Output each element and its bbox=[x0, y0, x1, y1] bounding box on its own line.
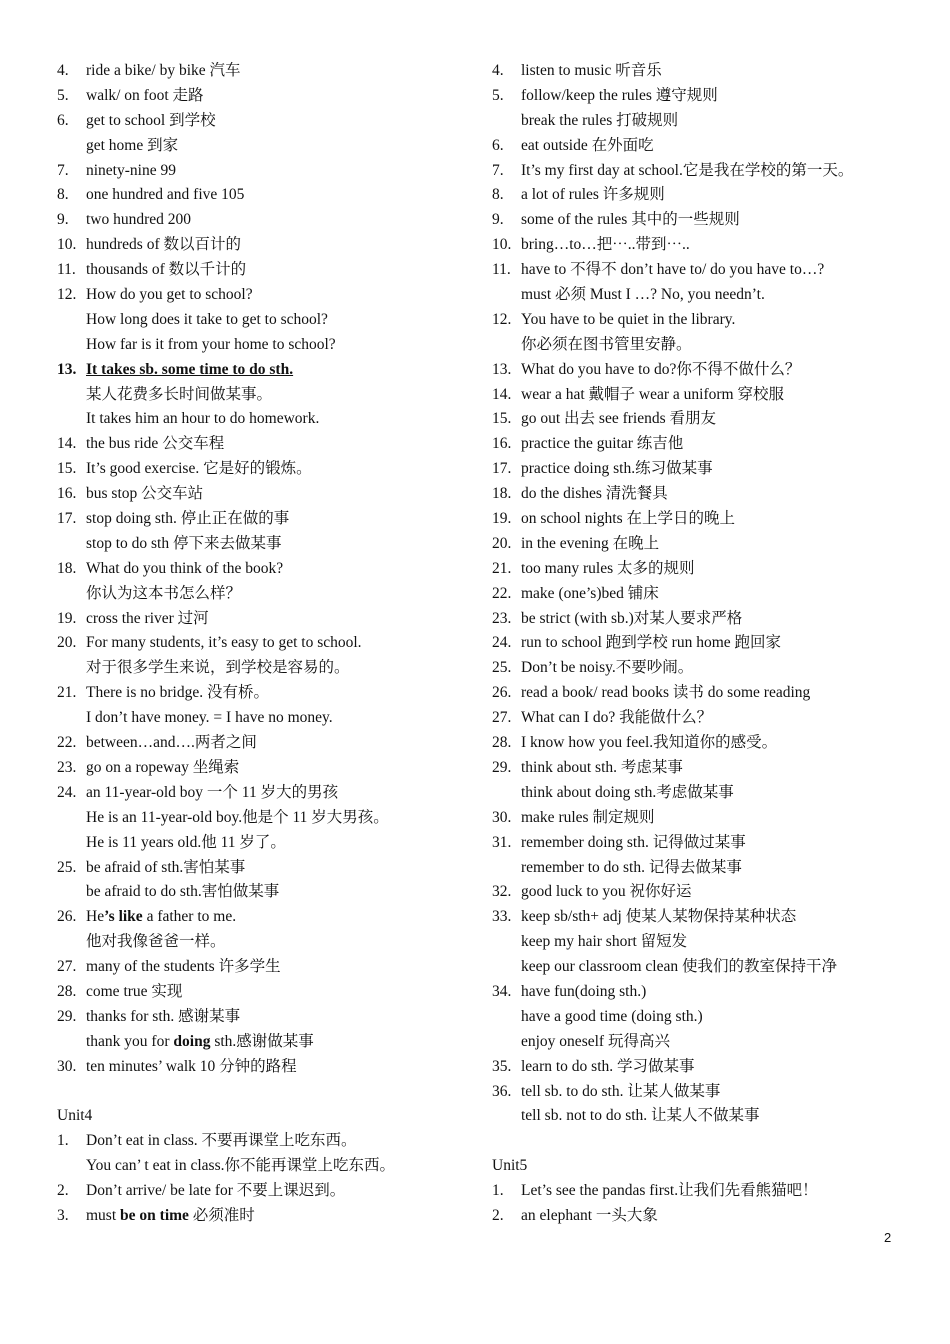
item-text: bring…to…把⋯..带到⋯.. bbox=[521, 236, 690, 254]
list-item bbox=[492, 1204, 932, 1229]
list-item bbox=[57, 756, 477, 781]
item-text: tell sb. to do sth. 让某人做某事 bbox=[521, 1082, 721, 1100]
item-text: be afraid to do sth.害怕做某事 bbox=[86, 883, 280, 901]
list-item bbox=[492, 806, 932, 831]
item-text: bus stop 公交车站 bbox=[86, 485, 204, 503]
item-number: 14. bbox=[492, 385, 512, 403]
list-item bbox=[57, 731, 477, 756]
item-number: 35. bbox=[492, 1057, 512, 1075]
item-number: 18. bbox=[57, 559, 77, 577]
list-item bbox=[57, 681, 477, 706]
left-items-c bbox=[57, 930, 477, 1030]
item-text: go out 出去 see friends 看朋友 bbox=[521, 410, 717, 428]
item-number: 28. bbox=[57, 982, 77, 1000]
list-item bbox=[492, 656, 932, 681]
item-number: 8. bbox=[57, 186, 69, 204]
list-item bbox=[492, 258, 932, 283]
list-item bbox=[57, 905, 477, 930]
list-item bbox=[57, 258, 477, 283]
item-text: get home 到家 bbox=[86, 136, 179, 154]
item-text: What do you have to do?你不得不做什么？ bbox=[521, 360, 801, 378]
item-number: 6. bbox=[492, 136, 504, 154]
item-text: hundreds of 数以百计的 bbox=[86, 236, 241, 254]
item-number: 3. bbox=[57, 1206, 69, 1224]
item-text: a lot of rules 许多规则 bbox=[521, 186, 665, 204]
item-text: must 必须 Must I …? No, you needn’t. bbox=[521, 286, 765, 304]
item-text: have to 不得不 don’t have to/ do you have to…? bbox=[521, 261, 825, 279]
item-number: 2. bbox=[492, 1206, 504, 1224]
list-item bbox=[57, 407, 477, 432]
item-text: good luck to you 祝你好运 bbox=[521, 883, 692, 901]
list-item bbox=[492, 208, 932, 233]
item-text: keep my hair short 留短发 bbox=[521, 933, 688, 951]
list-item bbox=[57, 283, 477, 308]
unit4-heading: Unit4 bbox=[57, 1107, 93, 1125]
item-number: 26. bbox=[492, 684, 512, 702]
item-number: 16. bbox=[492, 435, 512, 453]
list-item bbox=[57, 183, 477, 208]
item-number: 17. bbox=[57, 510, 77, 528]
spacer bbox=[492, 1129, 932, 1154]
item-number: 11. bbox=[492, 261, 511, 279]
item-text: How do you get to school? bbox=[86, 286, 253, 304]
list-item bbox=[492, 831, 932, 856]
list-item bbox=[492, 880, 932, 905]
item-number: 27. bbox=[492, 709, 512, 727]
list-item bbox=[57, 84, 477, 109]
item-number: 29. bbox=[57, 1007, 77, 1025]
item-text: think about sth. 考虑某事 bbox=[521, 758, 683, 776]
item-text: many of the students 许多学生 bbox=[86, 958, 281, 976]
item-number: 20. bbox=[57, 634, 77, 652]
item-text: I know how you feel.我知道你的感受。 bbox=[521, 734, 778, 752]
list-item bbox=[492, 308, 932, 333]
item-text bbox=[86, 1204, 255, 1229]
item-number: 10. bbox=[492, 236, 512, 254]
item-number: 26. bbox=[57, 908, 77, 926]
item-text: read a book/ read books 读书 do some reading bbox=[521, 684, 811, 702]
list-item bbox=[492, 582, 932, 607]
item-text: remember doing sth. 记得做过某事 bbox=[521, 833, 746, 851]
list-item bbox=[57, 432, 477, 457]
list-item bbox=[492, 383, 932, 408]
item-text: thanks for sth. 感谢某事 bbox=[86, 1007, 241, 1025]
item-number: 23. bbox=[492, 609, 512, 627]
item-number: 19. bbox=[492, 510, 512, 528]
list-item bbox=[57, 507, 477, 532]
list-item bbox=[492, 731, 932, 756]
item-number: 16. bbox=[57, 485, 77, 503]
item-text: two hundred 200 bbox=[86, 211, 192, 229]
item-number: 31. bbox=[492, 833, 512, 851]
list-item bbox=[492, 955, 932, 980]
list-item bbox=[492, 1005, 932, 1030]
list-item bbox=[57, 1154, 477, 1179]
item-text: It takes sb. some time to do sth. bbox=[86, 360, 294, 378]
item-text: go on a ropeway 坐绳索 bbox=[86, 758, 240, 776]
item-text: wear a hat 戴帽子 wear a uniform 穿校服 bbox=[521, 385, 784, 403]
item-text: It’s my first day at school.它是我在学校的第一天。 bbox=[521, 161, 854, 179]
item-number: 28. bbox=[492, 734, 512, 752]
item-text: For many students, it’s easy to get to school. bbox=[86, 634, 362, 652]
item-text: He is an 11-year-old boy.他是个 11 岁大男孩。 bbox=[86, 808, 389, 826]
unit5-items bbox=[492, 1179, 932, 1229]
bold-segment: doing bbox=[173, 1032, 211, 1050]
item-text: the bus ride 公交车程 bbox=[86, 435, 225, 453]
list-item bbox=[492, 532, 932, 557]
item-text: on school nights 在上学日的晚上 bbox=[521, 510, 735, 528]
item-number: 13. bbox=[57, 360, 77, 378]
item-number: 9. bbox=[492, 211, 504, 229]
item-number: 27. bbox=[57, 958, 77, 976]
item-text: stop doing sth. 停止正在做的事 bbox=[86, 510, 290, 528]
item-number: 19. bbox=[57, 609, 77, 627]
list-item bbox=[57, 358, 477, 383]
item-number: 5. bbox=[57, 86, 69, 104]
item-text: break the rules 打破规则 bbox=[521, 111, 679, 129]
item-text: keep our classroom clean 使我们的教室保持干净 bbox=[521, 958, 837, 976]
item-number: 14. bbox=[57, 435, 77, 453]
item-text: follow/keep the rules 遵守规则 bbox=[521, 86, 718, 104]
list-item bbox=[492, 407, 932, 432]
item-text: What do you think of the book? bbox=[86, 559, 284, 577]
list-item bbox=[57, 706, 477, 731]
item-text: 某人花费多长时间做某事。 bbox=[86, 385, 273, 403]
item-text: practice doing sth.练习做某事 bbox=[521, 460, 713, 478]
text-segment: a father to me. bbox=[142, 908, 237, 926]
list-item bbox=[492, 856, 932, 881]
item-number: 18. bbox=[492, 485, 512, 503]
item-number: 29. bbox=[492, 758, 512, 776]
list-item bbox=[492, 706, 932, 731]
list-item bbox=[492, 631, 932, 656]
item-number: 25. bbox=[57, 858, 77, 876]
item-text: an elephant 一头大象 bbox=[521, 1206, 658, 1224]
right-column bbox=[492, 59, 932, 1229]
unit4-items bbox=[57, 1129, 477, 1204]
item-text: have a good time (doing sth.) bbox=[521, 1007, 703, 1025]
item-text: come true 实现 bbox=[86, 982, 183, 1000]
item-text: in the evening 在晚上 bbox=[521, 534, 660, 552]
list-item bbox=[492, 159, 932, 184]
list-item bbox=[57, 134, 477, 159]
list-item bbox=[57, 955, 477, 980]
item-text: think about doing sth.考虑做某事 bbox=[521, 783, 734, 801]
item-number: 15. bbox=[492, 410, 512, 428]
item-text: He is 11 years old.他 11 岁了。 bbox=[86, 833, 286, 851]
item-text: listen to music 听音乐 bbox=[521, 62, 662, 79]
spacer bbox=[57, 1080, 477, 1105]
item-text: It takes him an hour to do homework. bbox=[86, 410, 320, 428]
item-text: walk/ on foot 走路 bbox=[86, 86, 204, 104]
item-number: 30. bbox=[492, 808, 512, 826]
list-item bbox=[492, 358, 932, 383]
list-item bbox=[57, 607, 477, 632]
item-number: 20. bbox=[492, 534, 512, 552]
item-text: make rules 制定规则 bbox=[521, 808, 655, 826]
list-item bbox=[57, 59, 477, 84]
list-item bbox=[492, 333, 932, 358]
item-number: 12. bbox=[492, 310, 512, 328]
item-text: stop to do sth 停下来去做某事 bbox=[86, 534, 282, 552]
item-number: 4. bbox=[492, 62, 504, 79]
item-text: How far is it from your home to school? bbox=[86, 335, 336, 353]
list-item bbox=[57, 1179, 477, 1204]
item-text: 他对我像爸爸一样。 bbox=[86, 933, 226, 951]
list-item bbox=[492, 457, 932, 482]
item-text: eat outside 在外面吃 bbox=[521, 136, 654, 154]
list-item bbox=[57, 208, 477, 233]
list-item bbox=[57, 159, 477, 184]
list-item bbox=[492, 432, 932, 457]
list-item bbox=[492, 607, 932, 632]
bold-segment: be on time bbox=[120, 1206, 189, 1224]
item-text bbox=[86, 1030, 314, 1055]
text-segment: He bbox=[86, 908, 105, 926]
item-number: 33. bbox=[492, 908, 512, 926]
item-text: You have to be quiet in the library. bbox=[521, 310, 736, 328]
list-item bbox=[57, 781, 477, 806]
item-text: do the dishes 清洗餐具 bbox=[521, 485, 668, 503]
item-number: 2. bbox=[57, 1182, 69, 1200]
item-number: 6. bbox=[57, 111, 69, 129]
list-item bbox=[492, 482, 932, 507]
item-text: You can’ t eat in class.你不能再课堂上吃东西。 bbox=[86, 1157, 395, 1175]
list-item bbox=[57, 532, 477, 557]
list-item bbox=[492, 756, 932, 781]
item-text: 你必须在图书管里安静。 bbox=[521, 335, 692, 353]
item-text: some of the rules 其中的一些规则 bbox=[521, 211, 740, 229]
item-text: be strict (with sb.)对某人要求严格 bbox=[521, 609, 743, 627]
left-items-a bbox=[57, 59, 477, 358]
item-text: one hundred and five 105 bbox=[86, 186, 245, 204]
item-number: 36. bbox=[492, 1082, 512, 1100]
item-text: keep sb/sth+ adj 使某人某物保持某种状态 bbox=[521, 908, 797, 926]
item-text: ride a bike/ by bike 汽车 bbox=[86, 62, 241, 79]
list-item bbox=[492, 109, 932, 134]
list-item bbox=[57, 333, 477, 358]
item-text bbox=[86, 905, 236, 930]
item-text: practice the guitar 练吉他 bbox=[521, 435, 684, 453]
list-item bbox=[57, 1030, 477, 1055]
item-text: Let’s see the pandas first.让我们先看熊猫吧！ bbox=[521, 1182, 818, 1200]
item-text: an 11-year-old boy 一个 11 岁大的男孩 bbox=[86, 783, 339, 801]
list-item bbox=[57, 631, 477, 656]
list-item bbox=[57, 1005, 477, 1030]
list-item bbox=[492, 134, 932, 159]
list-item bbox=[492, 681, 932, 706]
list-item bbox=[492, 1179, 932, 1204]
item-number: 23. bbox=[57, 758, 77, 776]
list-item bbox=[57, 557, 477, 582]
item-number: 4. bbox=[57, 62, 69, 79]
item-number: 32. bbox=[492, 883, 512, 901]
item-text: 对于很多学生来说，到学校是容易的。 bbox=[86, 659, 350, 677]
item-text: make (one’s)bed 铺床 bbox=[521, 584, 659, 602]
item-text: remember to do sth. 记得去做某事 bbox=[521, 858, 742, 876]
list-item bbox=[492, 980, 932, 1005]
left-items-b bbox=[57, 383, 477, 906]
item-text: How long does it take to get to school? bbox=[86, 310, 328, 328]
right-items-a bbox=[492, 59, 932, 1129]
list-item bbox=[492, 930, 932, 955]
list-item bbox=[57, 656, 477, 681]
item-text: What can I do? 我能做什么？ bbox=[521, 709, 713, 727]
item-text: I don’t have money. = I have no money. bbox=[86, 709, 333, 727]
text-segment: thank you for bbox=[86, 1032, 174, 1050]
item-text: be afraid of sth.害怕某事 bbox=[86, 858, 246, 876]
item-text: between…and….两者之间 bbox=[86, 734, 257, 752]
list-item bbox=[492, 781, 932, 806]
item-text: cross the river 过河 bbox=[86, 609, 209, 627]
list-item bbox=[57, 383, 477, 408]
list-item bbox=[492, 1030, 932, 1055]
item-number: 9. bbox=[57, 211, 69, 229]
list-item bbox=[57, 109, 477, 134]
item-text: Don’t be noisy.不要吵闹。 bbox=[521, 659, 694, 677]
item-text: get to school 到学校 bbox=[86, 111, 216, 129]
item-number: 25. bbox=[492, 659, 512, 677]
item-number: 30. bbox=[57, 1057, 77, 1075]
item-text: 你认为这本书怎么样？ bbox=[86, 584, 242, 602]
list-item bbox=[57, 308, 477, 333]
list-item bbox=[57, 880, 477, 905]
list-item bbox=[57, 856, 477, 881]
list-item bbox=[492, 283, 932, 308]
item-number: 22. bbox=[492, 584, 512, 602]
item-number: 5. bbox=[492, 86, 504, 104]
item-number: 7. bbox=[492, 161, 504, 179]
list-item bbox=[57, 582, 477, 607]
item-number: 10. bbox=[57, 236, 77, 254]
text-segment: sth.感谢做某事 bbox=[210, 1032, 314, 1050]
item-text: ninety-nine 99 bbox=[86, 161, 176, 179]
item-text: Don’t eat in class. 不要再课堂上吃东西。 bbox=[86, 1132, 357, 1150]
list-item bbox=[57, 831, 477, 856]
list-item bbox=[492, 905, 932, 930]
item-text: enjoy oneself 玩得高兴 bbox=[521, 1032, 670, 1050]
item-number: 11. bbox=[57, 261, 76, 279]
list-item bbox=[492, 1104, 932, 1129]
unit5-heading: Unit5 bbox=[492, 1157, 528, 1175]
list-item bbox=[57, 482, 477, 507]
list-item bbox=[492, 557, 932, 582]
item-number: 24. bbox=[492, 634, 512, 652]
item-number: 15. bbox=[57, 460, 77, 478]
item-text: too many rules 太多的规则 bbox=[521, 559, 695, 577]
text-segment: must bbox=[86, 1206, 121, 1224]
list-item bbox=[492, 183, 932, 208]
item-number: 8. bbox=[492, 186, 504, 204]
item-number: 22. bbox=[57, 734, 77, 752]
list-item bbox=[492, 59, 932, 84]
item-number: 17. bbox=[492, 460, 512, 478]
list-item bbox=[57, 1055, 477, 1080]
item-number: 24. bbox=[57, 783, 77, 801]
item-text: learn to do sth. 学习做某事 bbox=[521, 1057, 695, 1075]
list-item bbox=[492, 1080, 932, 1105]
list-item bbox=[492, 233, 932, 258]
item-text: tell sb. not to do sth. 让某人不做某事 bbox=[521, 1107, 760, 1125]
item-text: run to school 跑到学校 run home 跑回家 bbox=[521, 634, 782, 652]
item-number: 1. bbox=[57, 1132, 69, 1150]
item-text: It’s good exercise. 它是好的锻炼。 bbox=[86, 460, 312, 478]
list-item bbox=[57, 980, 477, 1005]
item-number: 21. bbox=[492, 559, 512, 577]
item-number: 34. bbox=[492, 982, 512, 1000]
text-segment: 必须准时 bbox=[188, 1206, 255, 1224]
list-item bbox=[57, 1204, 477, 1229]
item-text: ten minutes’ walk 10 分钟的路程 bbox=[86, 1057, 297, 1075]
list-item bbox=[57, 930, 477, 955]
list-item bbox=[492, 1055, 932, 1080]
item-text: There is no bridge. 没有桥。 bbox=[86, 684, 269, 702]
list-item bbox=[57, 806, 477, 831]
left-column bbox=[57, 59, 477, 1229]
item-number: 13. bbox=[492, 360, 512, 378]
list-item bbox=[57, 457, 477, 482]
bold-segment: ’s like bbox=[104, 908, 143, 926]
list-item bbox=[57, 233, 477, 258]
page-number: 2 bbox=[884, 1230, 892, 1245]
item-text: Don’t arrive/ be late for 不要上课迟到。 bbox=[86, 1182, 346, 1200]
list-item bbox=[57, 1129, 477, 1154]
item-number: 12. bbox=[57, 286, 77, 304]
item-text: have fun(doing sth.) bbox=[521, 982, 647, 1000]
item-text: thousands of 数以千计的 bbox=[86, 261, 247, 279]
item-number: 7. bbox=[57, 161, 69, 179]
item-number: 1. bbox=[492, 1182, 504, 1200]
list-item bbox=[492, 84, 932, 109]
item-number: 21. bbox=[57, 684, 77, 702]
list-item bbox=[492, 507, 932, 532]
